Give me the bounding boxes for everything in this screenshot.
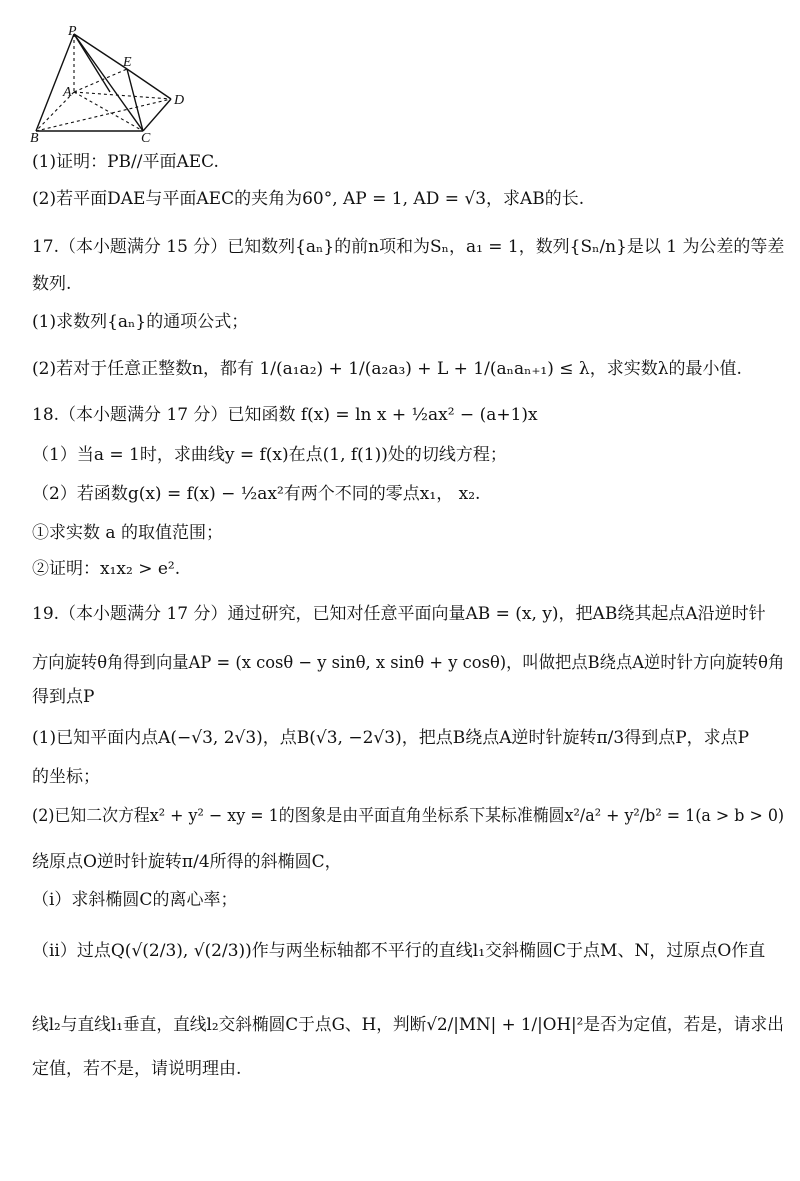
- label-B: B: [30, 131, 39, 144]
- q17-part2: (2)若对于任意正整数n，都有 1/(a₁a₂) + 1/(a₂a₃) + L + 1/(aₙaₙ₊₁) ≤ λ，求实数λ的最小值.: [32, 359, 742, 379]
- q17-stem-line2: 数列.: [32, 274, 72, 294]
- q19-part2-ii-line2: 线l₂与直线l₁垂直，直线l₂交斜椭圆C于点G、H，判断√2/|MN| + 1/|OH|²是否为定值，若是，请求出: [32, 1015, 784, 1035]
- q18-part2-sub2: ②证明：x₁x₂ > e².: [32, 559, 181, 579]
- q18-stem: 18.（本小题满分 17 分）已知函数 f(x) = ln x + ½ax² − (a+1)x: [32, 405, 538, 425]
- q17-stem-line1: 17.（本小题满分 15 分）已知数列{aₙ}的前n项和为Sₙ，a₁ = 1，数列{Sₙ/n}是以 1 为公差的等差: [32, 237, 785, 257]
- q18-part1: （1）当a = 1时，求曲线y = f(x)在点(1, f(1))处的切线方程；: [32, 445, 507, 465]
- q18-part2-sub1: ①求实数 a 的取值范围；: [32, 523, 223, 543]
- q19-stem-line3: 得到点P: [32, 687, 95, 707]
- q16-part1: (1)证明：PB//平面AEC.: [32, 152, 219, 172]
- q16-part2: (2)若平面DAE与平面AEC的夹角为60°, AP = 1, AD = √3，求AB的长.: [32, 189, 585, 209]
- label-A: A: [63, 85, 72, 100]
- q18-part2: （2）若函数g(x) = f(x) − ½ax²有两个不同的零点x₁， x₂.: [32, 484, 481, 504]
- q19-part1-line1: (1)已知平面内点A(−√3, 2√3)，点B(√3, −2√3)，把点B绕点A逆时针旋转π/3得到点P，求点P: [32, 728, 750, 748]
- q19-part1-line2: 的坐标；: [32, 767, 100, 787]
- q19-part2-line2: 绕原点O逆时针旋转π/4所得的斜椭圆C，: [32, 852, 342, 872]
- q19-part2-ii-line1: （ii）过点Q(√(2/3), √(2/3))作与两坐标轴都不平行的直线l₁交斜椭圆C于点M、N，过原点O作直: [32, 941, 766, 961]
- q19-stem-line2: 方向旋转θ角得到向量AP = (x cosθ − y sinθ, x sinθ + y cosθ)，叫做把点B绕点A逆时针方向旋转θ角: [32, 653, 785, 673]
- label-C: C: [141, 131, 151, 144]
- label-D: D: [174, 93, 185, 108]
- q19-part2-line1: (2)已知二次方程x² + y² − xy = 1的图象是由平面直角坐标系下某标准椭圆x²/a² + y²/b² = 1(a > b > 0): [32, 806, 785, 826]
- q17-part1: (1)求数列{aₙ}的通项公式；: [32, 312, 249, 332]
- q19-stem-line1: 19.（本小题满分 17 分）通过研究，已知对任意平面向量AB = (x, y)，把AB绕其起点A沿逆时针: [32, 604, 766, 624]
- q19-part2-ii-line3: 定值，若不是，请说明理由.: [32, 1059, 242, 1079]
- label-P: P: [68, 26, 77, 39]
- label-E: E: [123, 55, 132, 70]
- q19-part2-i: （i）求斜椭圆C的离心率；: [32, 890, 238, 910]
- pyramid-figure: [30, 26, 200, 144]
